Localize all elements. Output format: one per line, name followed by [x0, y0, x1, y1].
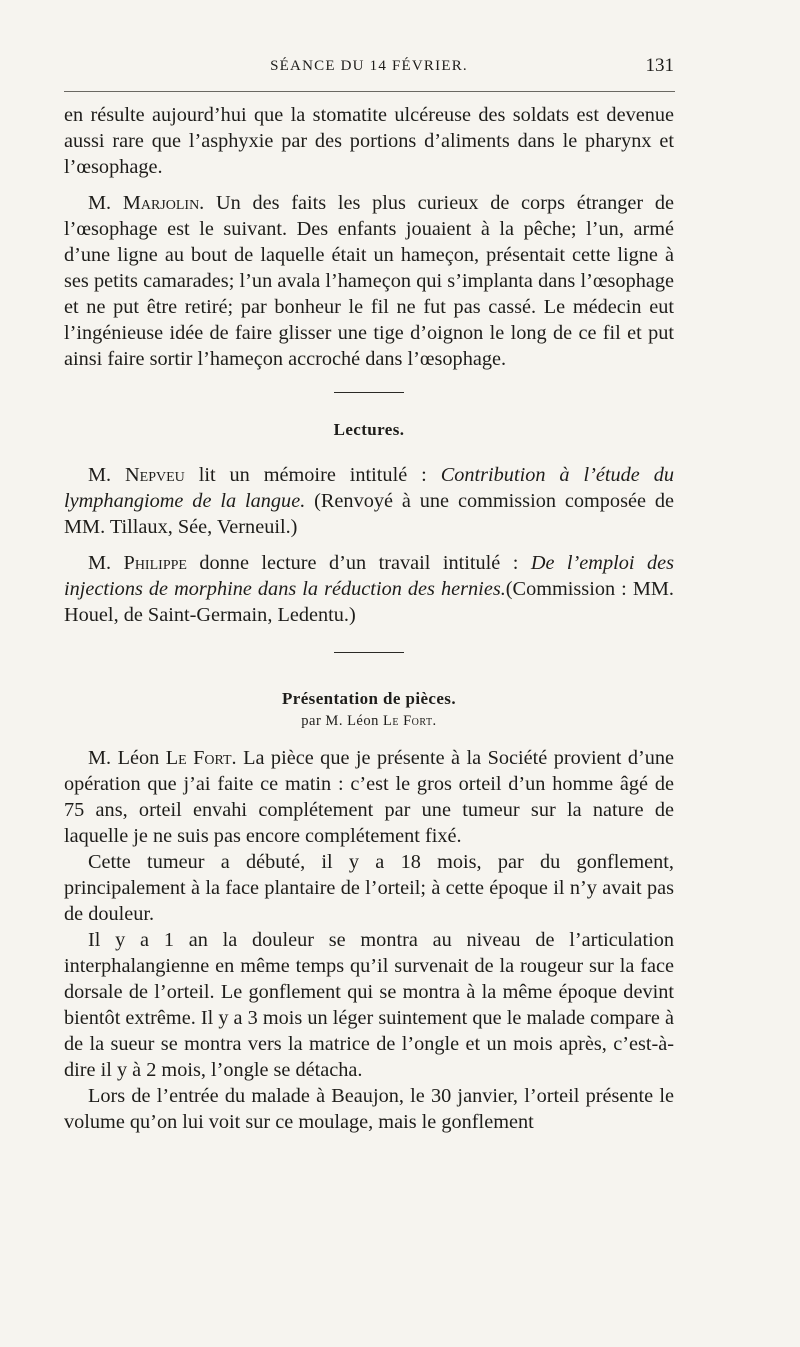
speaker-name: Le Fort.: [165, 747, 237, 769]
page-number: 131: [645, 55, 674, 76]
paragraph-douleur: Il y a 1 an la douleur se montra au niveau de l’articulation interphalangienne en même temps qu’il survenait de la rougeur sur la face dorsale de l’orteil. Le gonflement qui se montra à la même époque devint bientôt extrême. Il y a 3 mois un léger suintement que le malade compare à de la sueur se montra vers la matrice de l’ongle et un mois après, c’est-à-dire il y à 2 mois, l’ongle se détacha.: [64, 929, 674, 1081]
byline-name: Le Fort.: [383, 713, 437, 729]
speaker-name: M. Marjolin.: [88, 192, 205, 214]
paragraph-continuation: en résulte aujourd’hui que la stomatite ulcéreuse des soldats est devenue aussi rare que l’asphyxie par des portions d’aliments dans le pharynx et l’œsophage.: [64, 104, 674, 178]
speaker-name: Philippe: [123, 552, 187, 574]
body-text: [64, 102, 674, 1135]
paragraph-text: (Commission : MM. Houel, de Saint-Germain, Ledentu.): [64, 578, 674, 626]
paragraph-philippe: [64, 550, 674, 628]
section-title-lectures: Lectures.: [333, 420, 405, 439]
running-header: [64, 55, 674, 82]
paragraph-text: (Renvoyé à une commission composée de MM. Tillaux, Sée, Verneuil.): [64, 490, 674, 538]
memoir-title: De l’emploi des injections de morphine dans la réduction des hernies.: [64, 552, 674, 600]
paragraph-tumeur: Cette tumeur a débuté, il y a 18 mois, par du gonflement, principalement à la face plantaire de l’orteil; à cette époque il n’y avait pas de douleur.: [64, 851, 674, 925]
paragraph-beaujon: Lors de l’entrée du malade à Beaujon, le 30 janvier, l’orteil présente le volume qu’on lui voit sur ce moulage, mais le gonflement: [64, 1085, 674, 1133]
paragraph-text: Un des faits les plus curieux de corps étranger de l’œsophage est le suivant. Des enfants jouaient à la pêche; l’un, armé d’une ligne au bout de laquelle était un hameçon, présentait cette ligne à ses petits camarades; l’un avala l’hameçon qui s’implanta dans l’œsophage et ne put être retiré; par bonheur le fil ne fut pas cassé. Le médecin eut l’ingénieuse idée de faire glisser une tige d’oignon le long de ce fil et put ainsi faire sortir l’hameçon accroché dans l’œsophage.: [64, 192, 674, 370]
paragraph-le-fort: [64, 745, 674, 849]
running-title: SÉANCE DU 14 FÉVRIER.: [270, 58, 468, 74]
paragraph-marjolin: [64, 190, 674, 372]
paragraph-nepveu: [64, 462, 674, 540]
byline: [64, 711, 674, 731]
speaker-prefix: M. Léon: [88, 747, 166, 769]
paragraph-text: lit un mémoire intitulé :: [184, 464, 441, 486]
paragraph-text: donne lecture d’un travail intitulé :: [186, 552, 531, 574]
paragraph-text: La pièce que je présente à la Société provient d’une opération que j’ai faite ce matin : c’est le gros orteil d’un homme âgé de 75 ans, orteil envahi complétement par une tumeur sur la nature de laquelle je ne suis pas encore complétement fixé.: [64, 747, 674, 847]
speaker-name: Nepveu: [125, 464, 185, 486]
speaker-prefix: M.: [88, 464, 126, 486]
byline-prefix: par M. Léon: [301, 713, 383, 729]
section-title-presentation: Présentation de pièces.: [282, 689, 456, 708]
header-rule: [64, 91, 675, 92]
speaker-prefix: M.: [88, 552, 124, 574]
memoir-title: Contribution à l’étude du lymphangiome de la langue.: [64, 464, 674, 512]
